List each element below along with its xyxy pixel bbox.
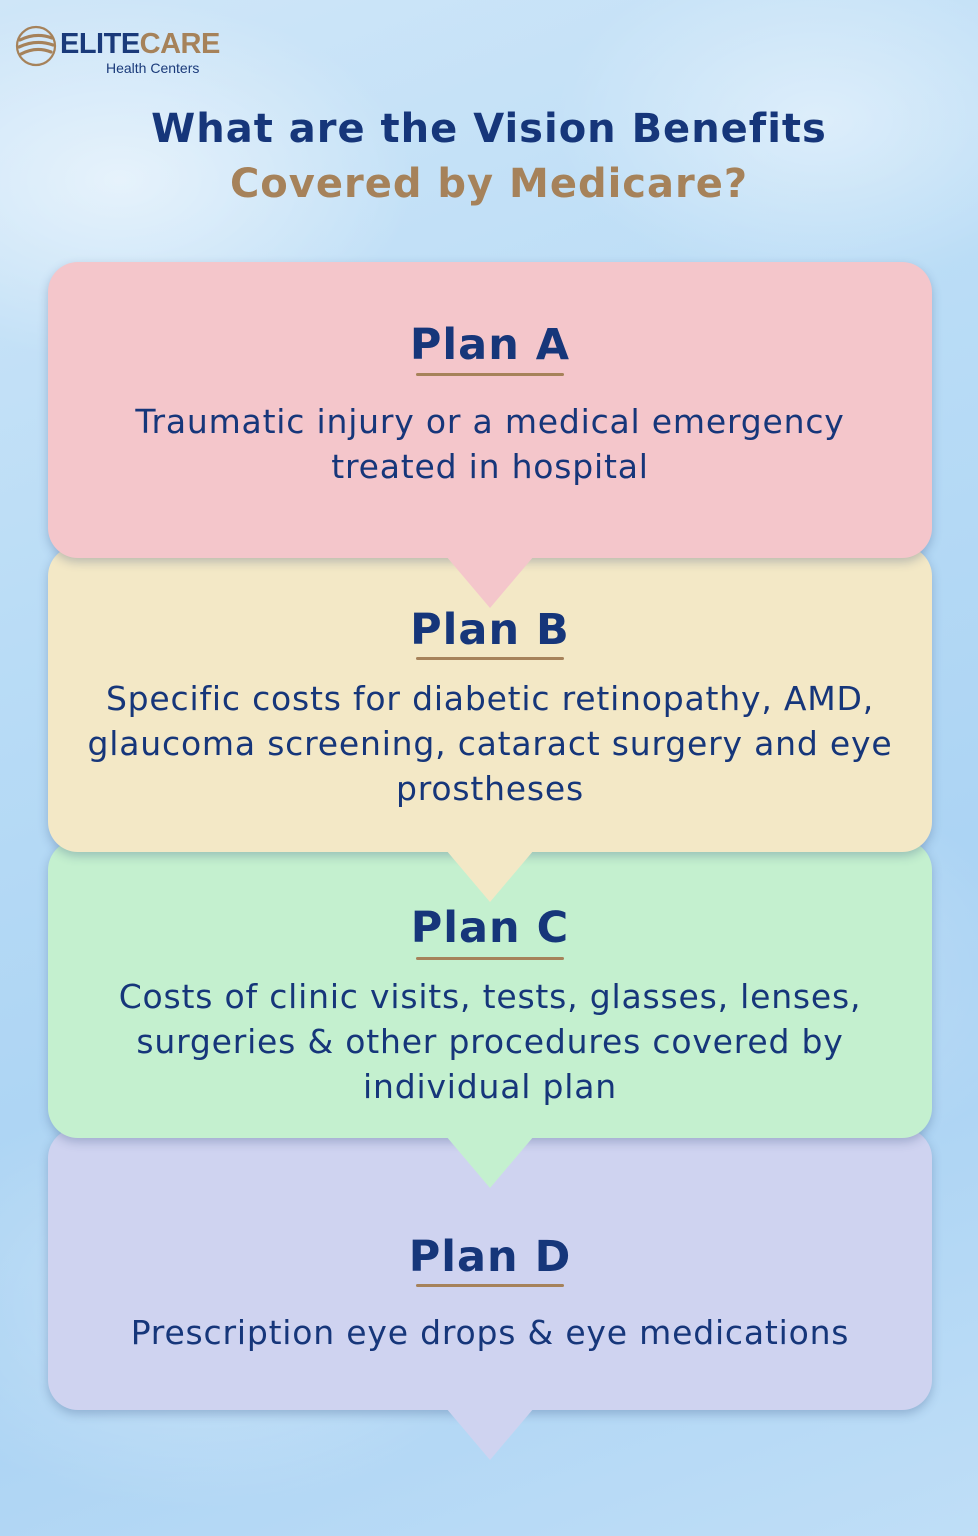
- logo-name-care: CARE: [139, 28, 220, 60]
- brand-logo[interactable]: [14, 22, 220, 78]
- plan-description: Specific costs for diabetic retinopathy, AMD, glaucoma screening, cataract surgery and eye prostheses: [87, 679, 893, 808]
- plan-b-pointer: [446, 850, 534, 902]
- plan-c-pointer: [446, 1136, 534, 1188]
- plan-title-underline: [416, 1284, 564, 1287]
- plan-title: Plan D: [408, 1232, 572, 1282]
- plan-title: Plan A: [409, 320, 571, 370]
- plan-title-underline: [416, 373, 564, 376]
- plan-description: Costs of clinic visits, tests, glasses, lenses, surgeries & other procedures covered by individual plan: [118, 977, 862, 1106]
- logo-name-elite: ELITE: [60, 28, 140, 60]
- page-title-line-2: Covered by Medicare?: [229, 161, 749, 207]
- logo-wordmark: [60, 28, 220, 61]
- plan-title-underline: [416, 957, 564, 960]
- plan-title: Plan B: [410, 605, 570, 655]
- plan-description: Prescription eye drops & eye medications: [130, 1313, 850, 1352]
- plan-title: Plan C: [410, 903, 570, 953]
- logo-tagline: Health Centers: [106, 60, 200, 76]
- plan-card-a: [48, 262, 932, 558]
- logo-swoosh-icon: [14, 24, 58, 68]
- plan-title-underline: [416, 657, 564, 660]
- plan-a-pointer: [446, 556, 534, 608]
- plan-d-pointer: [446, 1408, 534, 1460]
- plan-description: Traumatic injury or a medical emergency treated in hospital: [135, 402, 845, 486]
- page-title-line-1: What are the Vision Benefits: [151, 106, 827, 152]
